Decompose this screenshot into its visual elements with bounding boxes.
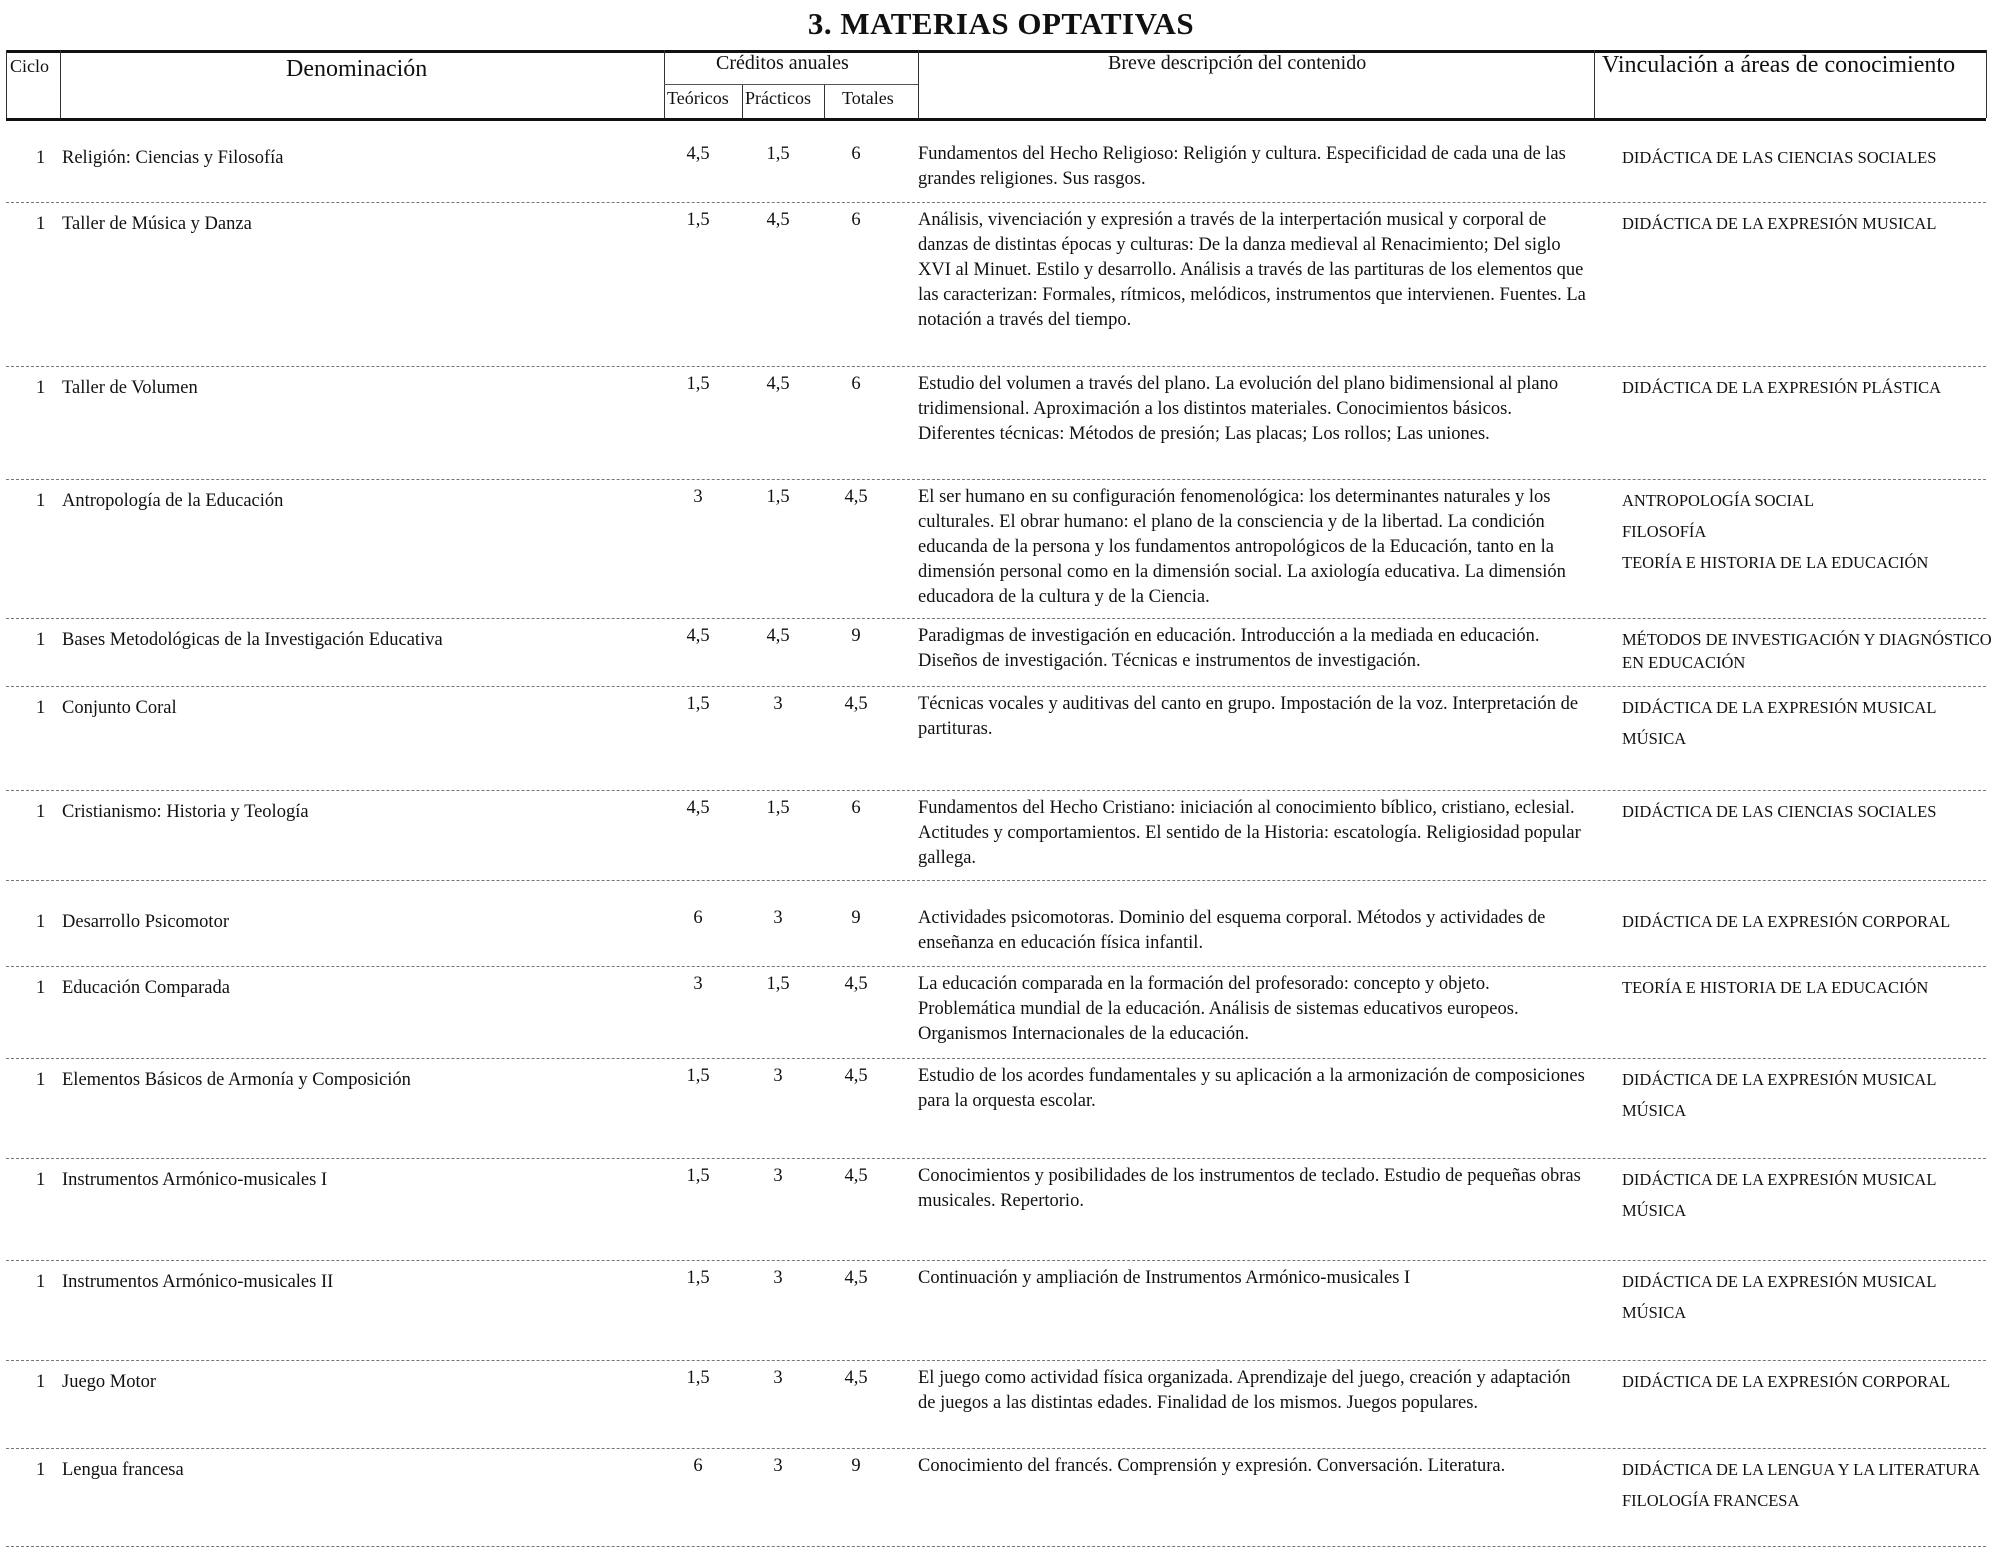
descripcion-cell: Técnicas vocales y auditivas del canto en grupo. Impostación de la voz. Interpretación de partituras. [918,694,1579,739]
header-vinculacion: Vinculación a áreas de conocimiento [1602,52,1956,78]
area-item: FILOLOGÍA FRANCESA [1622,1491,1800,1510]
teoricos-cell: 4,5 [686,626,710,646]
header-teoricos: Teóricos [667,88,729,108]
totales-cell: 6 [851,210,861,230]
header-bottom-rule [6,118,1986,121]
header-totales: Totales [842,88,894,108]
teoricos-cell: 4,5 [686,798,710,818]
vinculacion-cell [1622,628,1992,682]
area-item: DIDÁCTICA DE LA EXPRESIÓN PLÁSTICA [1622,378,1942,397]
descripcion-cell: La educación comparada en la formación del profesorado: concepto y objeto. Problemática mundial de la educación. Análisis de sistemas educativos europeos. Organismos Internacionales de la educación. [918,974,1519,1044]
header-divider [60,50,61,118]
row-separator [6,618,1986,619]
denominacion-cell: Lengua francesa [62,1460,184,1480]
descripcion-cell: Continuación y ampliación de Instrumentos Armónico-musicales I [918,1268,1411,1288]
area-item: DIDÁCTICA DE LA EXPRESIÓN MUSICAL [1622,1272,1937,1291]
denominacion-cell: Elementos Básicos de Armonía y Composición [62,1070,411,1090]
denominacion-cell: Taller de Música y Danza [62,214,252,234]
page-title: 3. MATERIAS OPTATIVAS [807,6,1195,41]
ciclo-cell: 1 [36,978,46,998]
area-item: DIDÁCTICA DE LA EXPRESIÓN CORPORAL [1622,912,1951,931]
vinculacion-cell [1622,376,1992,407]
area-item: TEORÍA E HISTORIA DE LA EDUCACIÓN [1622,553,1929,572]
table-row [0,624,2002,672]
teoricos-cell: 3 [693,974,703,994]
area-item: DIDÁCTICA DE LA EXPRESIÓN MUSICAL [1622,214,1937,233]
vinculacion-cell [1622,800,1992,831]
descripcion-cell: Paradigmas de investigación en educación. Introducción a la mediada en educación. Diseños de investigación. Técnicas e instrumentos de investigación. [918,626,1540,671]
teoricos-cell: 1,5 [686,1066,710,1086]
teoricos-cell: 1,5 [686,374,710,394]
ciclo-cell: 1 [36,630,46,650]
denominacion-cell: Desarrollo Psicomotor [62,912,229,932]
area-item: DIDÁCTICA DE LAS CIENCIAS SOCIALES [1622,802,1937,821]
totales-cell: 4,5 [844,1268,868,1288]
practicos-cell: 4,5 [766,374,790,394]
area-item: MÚSICA [1622,1101,1687,1120]
table-row [0,796,2002,868]
denominacion-cell: Conjunto Coral [62,698,177,718]
denominacion-cell: Bases Metodológicas de la Investigación Educativa [62,630,443,650]
row-separator [6,790,1986,791]
totales-cell: 4,5 [844,1066,868,1086]
header-denominacion: Denominación [286,56,428,82]
vinculacion-cell [1622,489,1992,582]
area-item: DIDÁCTICA DE LA EXPRESIÓN CORPORAL [1622,1372,1951,1391]
descripcion-cell: Actividades psicomotoras. Dominio del esquema corporal. Métodos y actividades de enseñanza en educación física infantil. [918,908,1546,953]
descripcion-cell: El juego como actividad física organizada. Aprendizaje del juego, creación y adaptación de juegos a las distintas edades. Finalidad de los mismos. Juegos populares. [918,1368,1571,1413]
ciclo-cell: 1 [36,1372,46,1392]
totales-cell: 6 [851,374,861,394]
totales-cell: 4,5 [844,694,868,714]
denominacion-cell: Taller de Volumen [62,378,198,398]
teoricos-cell: 1,5 [686,210,710,230]
totales-cell: 4,5 [844,974,868,994]
totales-cell: 9 [851,908,861,928]
teoricos-cell: 1,5 [686,1368,710,1388]
practicos-cell: 3 [773,694,783,714]
ciclo-cell: 1 [36,912,46,932]
ciclo-cell: 1 [36,802,46,822]
vinculacion-cell [1622,146,1992,177]
practicos-cell: 3 [773,1166,783,1186]
ciclo-cell: 1 [36,491,46,511]
header-divider [1986,50,1987,118]
practicos-cell: 1,5 [766,487,790,507]
row-separator [6,202,1986,203]
row-separator [6,1058,1986,1059]
table-bottom-rule [6,1546,1986,1547]
row-separator [6,1448,1986,1449]
ciclo-cell: 1 [36,214,46,234]
descripcion-cell: Estudio de los acordes fundamentales y su aplicación a la armonización de composiciones para la orquesta escolar. [918,1066,1585,1111]
row-separator [6,1360,1986,1361]
table-row [0,906,2002,953]
header-creditos-anuales: Créditos anuales [716,52,849,74]
table-row [0,1366,2002,1413]
table-row [0,372,2002,444]
teoricos-cell: 4,5 [686,144,710,164]
descripcion-cell: Fundamentos del Hecho Religioso: Religión y cultura. Especificidad de cada una de las grandes religiones. Sus rasgos. [918,144,1566,189]
practicos-cell: 3 [773,1066,783,1086]
denominacion-cell: Antropología de la Educación [62,491,284,511]
practicos-cell: 3 [773,1268,783,1288]
table-row [0,972,2002,1044]
practicos-cell: 3 [773,1368,783,1388]
practicos-cell: 3 [773,908,783,928]
ciclo-cell: 1 [36,698,46,718]
table-row [0,1164,2002,1220]
area-item: MÚSICA [1622,729,1687,748]
teoricos-cell: 1,5 [686,694,710,714]
descripcion-cell: Fundamentos del Hecho Cristiano: iniciación al conocimiento bíblico, cristiano, eclesial. Actitudes y comportamientos. El sentido de la Historia: escatología. Religiosidad popular gallega. [918,798,1581,868]
practicos-cell: 1,5 [766,144,790,164]
vinculacion-cell [1622,976,1992,1007]
vinculacion-cell [1622,1068,1992,1130]
header-divider [6,50,7,118]
area-item: MÚSICA [1622,1303,1687,1322]
ciclo-cell: 1 [36,148,46,168]
teoricos-cell: 3 [693,487,703,507]
totales-cell: 6 [851,798,861,818]
row-separator [6,366,1986,367]
denominacion-cell: Juego Motor [62,1372,157,1392]
row-separator [6,479,1986,480]
table-row [0,485,2002,607]
denominacion-cell: Educación Comparada [62,978,230,998]
teoricos-cell: 1,5 [686,1268,710,1288]
denominacion-cell: Religión: Ciencias y Filosofía [62,148,284,168]
row-separator [6,1158,1986,1159]
ciclo-cell: 1 [36,1272,46,1292]
area-item: MÚSICA [1622,1201,1687,1220]
row-separator [6,880,1986,881]
practicos-cell: 3 [773,1456,783,1476]
totales-cell: 9 [851,626,861,646]
descripcion-cell: Estudio del volumen a través del plano. La evolución del plano bidimensional al plano tridimensional. Aproximación a los distintos materiales. Conocimientos básicos. Diferentes técnicas: Métodos de presión; Las placas; Los rollos; Las uniones. [918,374,1559,444]
practicos-cell: 4,5 [766,210,790,230]
ciclo-cell: 1 [36,1460,46,1480]
descripcion-cell: Conocimiento del francés. Comprensión y expresión. Conversación. Literatura. [918,1456,1506,1476]
vinculacion-cell [1622,696,1992,758]
table-row [0,1454,2002,1510]
table-row [0,1266,2002,1322]
header-divider [824,84,825,118]
vinculacion-cell [1622,910,1992,941]
denominacion-cell: Instrumentos Armónico-musicales I [62,1170,328,1190]
vinculacion-cell [1622,212,1992,243]
denominacion-cell: Cristianismo: Historia y Teología [62,802,309,822]
totales-cell: 4,5 [844,1368,868,1388]
teoricos-cell: 6 [693,908,703,928]
area-item: DIDÁCTICA DE LA EXPRESIÓN MUSICAL [1622,1070,1937,1089]
header-divider [1594,50,1595,118]
descripcion-cell: Conocimientos y posibilidades de los instrumentos de teclado. Estudio de pequeñas obras musicales. Repertorio. [918,1166,1581,1211]
area-item: DIDÁCTICA DE LA LENGUA Y LA LITERATURA [1622,1460,1981,1479]
header-ciclo: Ciclo [10,56,49,76]
area-item: ANTROPOLOGÍA SOCIAL [1622,491,1815,510]
vinculacion-cell [1622,1168,1992,1230]
area-item: MÉTODOS DE INVESTIGACIÓN Y DIAGNÓSTICO EN EDUCACIÓN [1622,630,1992,672]
row-separator [6,966,1986,967]
table-row [0,208,2002,330]
header-subrule [664,84,918,85]
vinculacion-cell [1622,1270,1992,1332]
ciclo-cell: 1 [36,1070,46,1090]
area-item: DIDÁCTICA DE LA EXPRESIÓN MUSICAL [1622,1170,1937,1189]
denominacion-cell: Instrumentos Armónico-musicales II [62,1272,334,1292]
ciclo-cell: 1 [36,378,46,398]
area-item: FILOSOFÍA [1622,522,1707,541]
table-row [0,142,2002,189]
area-item: TEORÍA E HISTORIA DE LA EDUCACIÓN [1622,978,1929,997]
descripcion-cell: Análisis, vivenciación y expresión a través de la interpertación musical y corporal de danzas de distintas épocas y culturas: De la danza medieval al Renacimiento; Del siglo XVI al Minuet. Estilo y desarrollo. Análisis a través de las partituras de los elementos que las caracterizan: Formales, rítmicos, melódicos, instrumentos que intervienen. Fuentes. La notación a través del tiempo. [918,210,1586,330]
header-divider [742,84,743,118]
totales-cell: 4,5 [844,1166,868,1186]
teoricos-cell: 6 [693,1456,703,1476]
descripcion-cell: El ser humano en su configuración fenomenológica: los determinantes naturales y los culturales. El obrar humano: el plano de la consciencia y de la libertad. La condición educanda de la persona y los fundamentos antropológicos de la Educación, tanto en la dimensión personal como en la dimensión social. La axiología educativa. La dimensión educadora de la cultura y de la Ciencia. [918,487,1566,607]
area-item: DIDÁCTICA DE LAS CIENCIAS SOCIALES [1622,148,1937,167]
totales-cell: 6 [851,144,861,164]
vinculacion-cell [1622,1458,1992,1520]
table-row [0,1064,2002,1120]
totales-cell: 9 [851,1456,861,1476]
practicos-cell: 1,5 [766,974,790,994]
header-practicos: Prácticos [745,88,811,108]
header-descripcion: Breve descripción del contenido [1108,52,1367,74]
header-divider [918,50,919,118]
practicos-cell: 1,5 [766,798,790,818]
row-separator [6,1260,1986,1261]
vinculacion-cell [1622,1370,1992,1401]
area-item: DIDÁCTICA DE LA EXPRESIÓN MUSICAL [1622,698,1937,717]
table-row [0,692,2002,748]
row-separator [6,686,1986,687]
totales-cell: 4,5 [844,487,868,507]
practicos-cell: 4,5 [766,626,790,646]
ciclo-cell: 1 [36,1170,46,1190]
teoricos-cell: 1,5 [686,1166,710,1186]
